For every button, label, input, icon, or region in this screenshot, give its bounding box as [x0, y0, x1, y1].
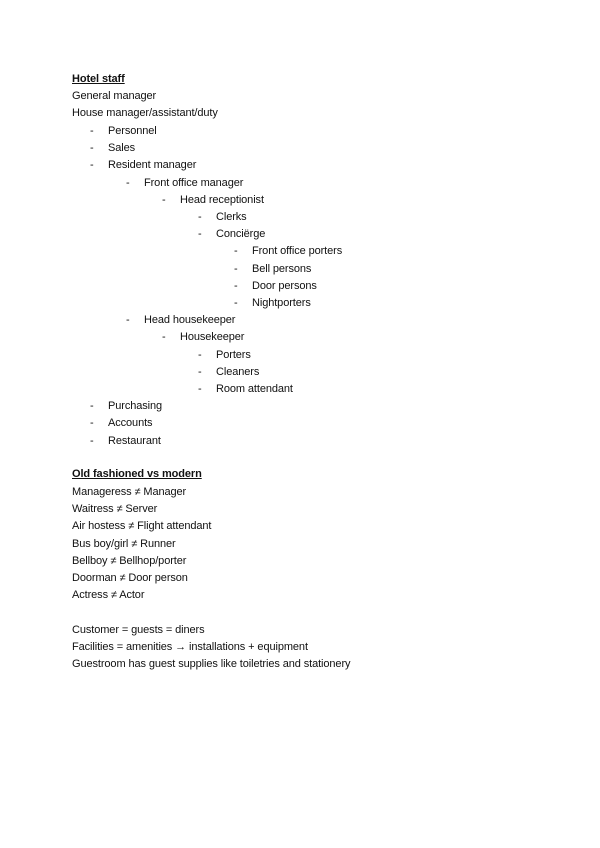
bullet-dash: -: [90, 142, 94, 155]
staff-item: Personnel: [108, 125, 157, 137]
bullet-dash: -: [162, 331, 166, 344]
bullet-dash: -: [90, 400, 94, 413]
staff-item: Head receptionist: [180, 193, 264, 206]
note-line: Facilities = amenities → installations + equipment: [72, 641, 308, 654]
comparison-line: Bus boy/girl ≠ Runner: [72, 537, 176, 550]
staff-item: Purchasing: [108, 400, 163, 413]
bullet-dash: -: [234, 245, 238, 258]
bullet-dash: -: [234, 297, 238, 309]
comparison-line: Actress ≠ Actor: [72, 589, 145, 602]
staff-item: Restaurant: [108, 434, 161, 447]
bullet-dash: -: [198, 383, 202, 395]
staff-item: Clerks: [216, 211, 247, 223]
comparison-line: Manageress ≠ Manager: [72, 486, 187, 498]
staff-item: Resident manager: [108, 159, 197, 172]
bullet-dash: -: [90, 434, 94, 447]
general-manager-line: General manager: [72, 90, 157, 102]
bullet-dash: -: [90, 159, 94, 172]
hotel-staff-heading: Hotel staff: [72, 73, 125, 85]
staff-item: Front office porters: [252, 245, 343, 258]
staff-item: Sales: [108, 142, 136, 155]
bullet-dash: -: [198, 348, 202, 361]
old-vs-modern-heading: Old fashioned vs modern: [72, 468, 202, 480]
comparison-line: Air hostess ≠ Flight attendant: [72, 520, 212, 533]
bullet-dash: -: [198, 228, 202, 241]
staff-item: Nightporters: [252, 297, 311, 309]
staff-item: Porters: [216, 348, 251, 361]
staff-item: Bell persons: [252, 262, 312, 275]
staff-item: Door persons: [252, 279, 317, 292]
bullet-dash: -: [126, 176, 130, 189]
staff-item: Housekeeper: [180, 331, 245, 344]
house-manager-line: House manager/assistant/duty: [72, 107, 218, 119]
bullet-dash: -: [234, 262, 238, 275]
bullet-dash: -: [126, 314, 130, 327]
staff-item: Accounts: [108, 417, 153, 430]
staff-item: Front office manager: [144, 176, 244, 189]
staff-item: Cleaners: [216, 365, 260, 378]
staff-item: Room attendant: [216, 383, 293, 395]
bullet-dash: -: [198, 211, 202, 223]
bullet-dash: -: [198, 365, 202, 378]
note-line: Customer = guests = diners: [72, 624, 205, 636]
staff-item: Head housekeeper: [144, 314, 236, 327]
comparison-line: Bellboy ≠ Bellhop/porter: [72, 554, 187, 567]
bullet-dash: -: [90, 417, 94, 430]
comparison-line: Doorman ≠ Door person: [72, 572, 188, 584]
bullet-dash: -: [90, 125, 94, 137]
staff-item: Conciërge: [216, 228, 266, 241]
bullet-dash: -: [162, 193, 166, 206]
bullet-dash: -: [234, 279, 238, 292]
comparison-line: Waitress ≠ Server: [72, 503, 158, 516]
note-line: Guestroom has guest supplies like toiletries and stationery: [72, 658, 351, 671]
